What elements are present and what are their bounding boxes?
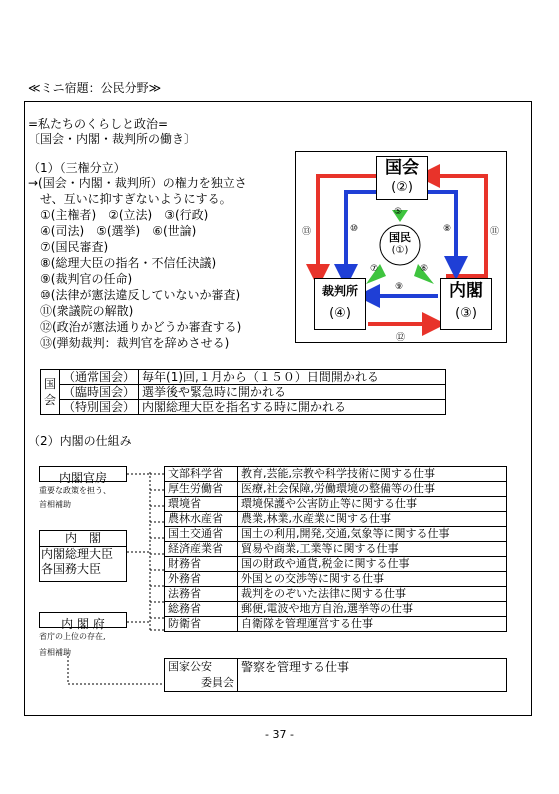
label-5: ⑤ <box>394 207 403 217</box>
table-row <box>165 527 507 542</box>
ministry-desc: 裁判をのぞいた法律に関する仕事 <box>238 587 507 602</box>
saibansho-number: (④) <box>329 306 351 321</box>
ministry-desc: 外国との交渉等に関する仕事 <box>238 572 507 587</box>
list-item: ⑧(総理大臣の指名・不信任決議) <box>28 256 217 270</box>
list-item: せ、互いに抑すぎないようにする。 <box>28 192 232 206</box>
part1-heading: （1）（三権分立） <box>28 161 126 175</box>
table-cell: （臨時国会） <box>60 385 139 400</box>
koan-table <box>164 658 507 692</box>
label-7: ⑦ <box>370 264 379 274</box>
saibansho-label: 裁判所 <box>321 284 358 298</box>
ministry-name: 外務省 <box>165 572 238 587</box>
kokkai-number: (②) <box>391 180 413 195</box>
ministry-name: 防衛省 <box>165 617 238 632</box>
label-12: ⑫ <box>396 333 406 343</box>
ministry-desc: 医療,社会保障,労働環境の整備等の仕事 <box>238 482 507 497</box>
list-item: ⑩(法律が憲法違反していないか審査) <box>28 288 241 302</box>
separation-of-powers-diagram <box>295 151 507 343</box>
part2-heading: （2）内閣の仕組み <box>28 434 132 448</box>
table-row <box>165 572 507 587</box>
table-row <box>165 497 507 512</box>
page-number: - 37 - <box>265 728 294 741</box>
table-row <box>41 370 446 385</box>
naikaku-kanbo-desc1: 重要な政策を担う、 <box>39 486 111 495</box>
ministry-desc: 教育,芸能,宗教や科学技術に関する仕事 <box>238 467 507 482</box>
table-row <box>41 400 446 415</box>
list-item: ⑨(裁判官の任命) <box>28 272 133 286</box>
table-cell: 毎年(1)回,１月から（１５０）日間開かれる <box>139 370 446 385</box>
naikakufu-desc2: 首相補助 <box>39 648 71 657</box>
ministry-name: 厚生労働省 <box>165 482 238 497</box>
naikaku-kanbo-title-text: 内閣官房 <box>58 471 107 485</box>
table-row <box>165 467 507 482</box>
ministry-name: 農林水産省 <box>165 512 238 527</box>
ministry-name: 文部科学省 <box>165 467 238 482</box>
ministry-name: 国土交通省 <box>165 527 238 542</box>
label-6: ⑥ <box>420 264 429 274</box>
table-row <box>165 602 507 617</box>
table-row <box>165 482 507 497</box>
list-item: ⑬(弾劾裁判：裁判官を辞めさせる) <box>28 336 230 350</box>
naikaku-number: (③) <box>455 306 477 321</box>
table-row <box>165 617 507 632</box>
koan-name-line1: 国家公安 <box>168 660 212 673</box>
table-row <box>41 385 446 400</box>
kokkai-label: 国会 <box>385 158 419 178</box>
naikaku-main-line1: 内閣総理大臣 <box>41 547 114 561</box>
table-row <box>165 557 507 572</box>
label-10: ⑩ <box>350 224 359 234</box>
list-item: ①(主権者) ②(立法) ③(行政) <box>28 208 209 222</box>
naikaku-main-line2: 各国務大臣 <box>41 562 102 576</box>
ministry-desc: 自衛隊を管理運営する仕事 <box>238 617 507 632</box>
ministry-name: 法務省 <box>165 587 238 602</box>
connector-lines <box>60 462 170 692</box>
table-row <box>165 587 507 602</box>
header: ≪ミニ宿題：公民分野≫ <box>28 81 162 95</box>
table-row <box>165 512 507 527</box>
kokkai-box <box>376 156 428 200</box>
koan-name-line2: 委員会 <box>201 676 234 689</box>
naikaku-label: 内閣 <box>449 281 483 301</box>
table-row <box>165 659 507 692</box>
koan-desc: 警察を管理する仕事 <box>238 659 507 692</box>
section-subtitle: 〔国会・内閣・裁判所の働き〕 <box>28 132 197 146</box>
kokkai-table <box>40 369 446 415</box>
ministry-desc: 環境保護や公害防止等に関する仕事 <box>238 497 507 512</box>
table-row <box>165 542 507 557</box>
ministry-desc: 国の財政や通貨,税金に関する仕事 <box>238 557 507 572</box>
section-title: =私たちのくらしと政治= <box>28 117 169 131</box>
list-item: ⑪(衆議院の解散) <box>28 304 134 318</box>
ministry-desc: 国土の利用,開発,交通,気象等に関する仕事 <box>238 527 507 542</box>
table-cell: （通常国会） <box>60 370 139 385</box>
label-13: ⑬ <box>302 227 312 237</box>
label-9: ⑨ <box>395 282 404 292</box>
list-item: ⑫(政治が憲法通りかどうか審査する) <box>28 320 242 334</box>
list-item: →(国会・内閣・裁判所）の権力を独立さ <box>28 176 247 190</box>
naikaku-main-title: 内 閣 <box>40 531 126 547</box>
koan-name <box>165 659 238 692</box>
ministry-desc: 貿易や商業,工業等に関する仕事 <box>238 542 507 557</box>
arrow-8 <box>428 192 456 268</box>
ministry-name: 総務省 <box>165 602 238 617</box>
naikaku-box <box>440 278 492 330</box>
naikakufu-desc1: 省庁の上位の存在, <box>39 632 106 641</box>
ministry-name: 環境省 <box>165 497 238 512</box>
kokumin-number: (①) <box>391 245 409 256</box>
label-8: ⑧ <box>443 224 452 234</box>
ministry-name: 経済産業省 <box>165 542 238 557</box>
ministry-desc: 郵便,電波や地方自治,選挙等の仕事 <box>238 602 507 617</box>
naikakufu-title-text: 内 閣 府 <box>61 617 105 631</box>
list-item: ⑦(国民審査) <box>28 240 109 254</box>
table-cell: （特別国会） <box>60 400 139 415</box>
table-cell: 内閣総理大臣を指名する時に開かれる <box>139 400 446 415</box>
kokkai-table-label: 国会 <box>41 370 60 415</box>
naikaku-kanbo-desc2: 首相補助 <box>39 500 71 509</box>
label-11: ⑪ <box>490 227 500 237</box>
separation-of-powers-list <box>28 176 298 356</box>
list-item: ④(司法) ⑤(選挙) ⑥(世論) <box>28 224 197 238</box>
kokumin-label: 国民 <box>389 231 411 244</box>
table-cell: 選挙後や緊急時に開かれる <box>139 385 446 400</box>
saibansho-box <box>314 278 366 330</box>
ministry-name: 財務省 <box>165 557 238 572</box>
ministry-desc: 農業,林業,水産業に関する仕事 <box>238 512 507 527</box>
ministries-table <box>164 466 507 632</box>
